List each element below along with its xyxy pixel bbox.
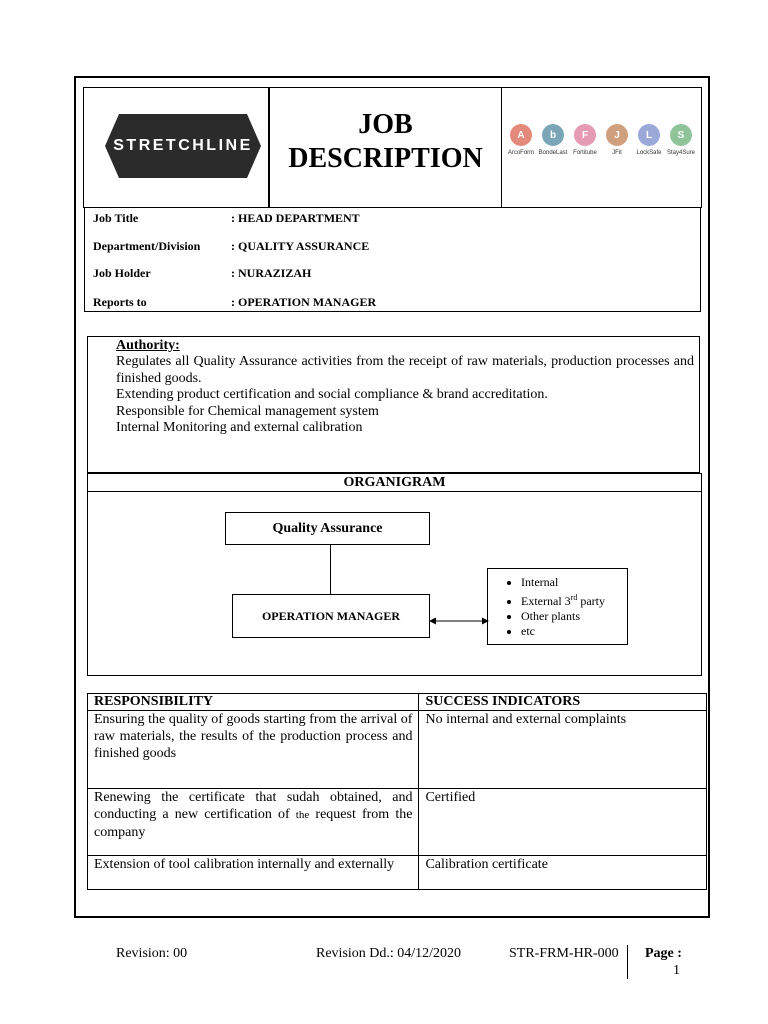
brand-locksafe	[632, 124, 666, 156]
superscript: rd	[570, 593, 578, 602]
reports-to-value: : OPERATION MANAGER	[231, 295, 377, 309]
organigram-title-box	[87, 473, 702, 492]
job-title-value: : HEAD DEPARTMENT	[231, 211, 360, 225]
brand-badge-icon: F	[574, 124, 596, 146]
cell-text: the	[295, 809, 310, 821]
brand-name: Fortitube	[573, 150, 597, 156]
org-stakeholder-list	[487, 568, 628, 645]
list-item: • Internal	[521, 575, 627, 590]
brand-name: LockSafe	[636, 150, 662, 156]
authority-line: Internal Monitoring and external calibration	[116, 420, 363, 435]
brand-name: ArcoForm	[507, 150, 535, 156]
list-item-text: party	[577, 594, 605, 608]
brand-badge-icon: L	[638, 124, 660, 146]
brand-badge-icon: A	[510, 124, 532, 146]
list-item-text: External 3	[521, 594, 571, 608]
footer-page-label: Page :	[645, 946, 682, 961]
document-title	[270, 108, 501, 176]
footer-revision-date: Revision Dd.: 04/12/2020	[316, 946, 462, 961]
cell-text: Renewing the certificate that sudah obtained, and conducting a new certification of	[94, 790, 413, 822]
job-holder-value: : NURAZIZAH	[231, 266, 312, 280]
brand-logos	[504, 124, 700, 164]
brand-bondelast	[536, 124, 570, 156]
brand-badge-icon: b	[542, 124, 564, 146]
brand-name: JFit	[612, 150, 622, 156]
job-holder-label: Job Holder	[93, 266, 151, 280]
list-item	[521, 590, 627, 609]
company-logo	[105, 114, 261, 178]
table-row	[88, 789, 707, 856]
column-header: RESPONSIBILITY	[88, 694, 419, 711]
organigram-title: ORGANIGRAM	[343, 475, 446, 490]
responsibility-table	[87, 693, 707, 890]
reports-to-label: Reports to	[93, 295, 147, 309]
authority-line: Extending product certification and social compliance & brand accreditation.	[116, 387, 548, 402]
brand-badge-icon: J	[606, 124, 628, 146]
org-node-quality-assurance: Quality Assurance	[225, 512, 430, 545]
brand-jfit	[600, 124, 634, 156]
table-row	[88, 711, 707, 789]
brand-stay4sure	[664, 124, 698, 156]
title-line: JOB	[358, 109, 413, 140]
responsibility-cell	[88, 789, 419, 856]
brand-fortitube	[568, 124, 602, 156]
authority-text	[116, 354, 694, 437]
org-node-operation-manager: OPERATION MANAGER	[232, 594, 430, 638]
table-row	[88, 856, 707, 890]
indicator-cell: Certified	[419, 789, 707, 856]
department-label: Department/Division	[93, 239, 201, 253]
column-header: SUCCESS INDICATORS	[419, 694, 707, 711]
list-item: • Other plants	[521, 609, 627, 624]
footer-doc-code: STR-FRM-HR-000	[509, 946, 619, 961]
responsibility-cell: Ensuring the quality of goods starting from the arrival of raw materials, the results of the production process and finished goods	[88, 711, 419, 789]
footer-revision: Revision: 00	[116, 946, 188, 961]
cell-text: request from the company	[94, 807, 413, 840]
header-divider	[501, 87, 502, 208]
footer-divider	[627, 945, 628, 979]
brand-arcoform	[504, 124, 538, 156]
brand-name: Stay4Sure	[666, 150, 696, 156]
list-item: • etc	[521, 624, 627, 639]
indicator-cell: No internal and external complaints	[419, 711, 707, 789]
org-connector-line	[330, 545, 331, 594]
department-value: : QUALITY ASSURANCE	[231, 239, 370, 253]
brand-badge-icon: S	[670, 124, 692, 146]
logo-text: STRETCHLINE	[113, 137, 253, 154]
job-title-label: Job Title	[93, 211, 139, 225]
double-arrow-icon	[429, 614, 489, 628]
title-line: DESCRIPTION	[288, 143, 483, 174]
job-info-box	[84, 207, 701, 312]
authority-line: Responsible for Chemical management system	[116, 403, 379, 419]
indicator-cell: Calibration certificate	[419, 856, 707, 890]
responsibility-cell: Extension of tool calibration internally and externally	[88, 856, 419, 890]
authority-title: Authority:	[116, 338, 180, 353]
authority-line: Regulates all Quality Assurance activities from the receipt of raw materials, production processes and finished goods.	[116, 354, 694, 386]
footer-page-number: 1	[673, 963, 680, 978]
table-header-row	[88, 694, 707, 711]
brand-name: BondeLast	[538, 150, 568, 156]
